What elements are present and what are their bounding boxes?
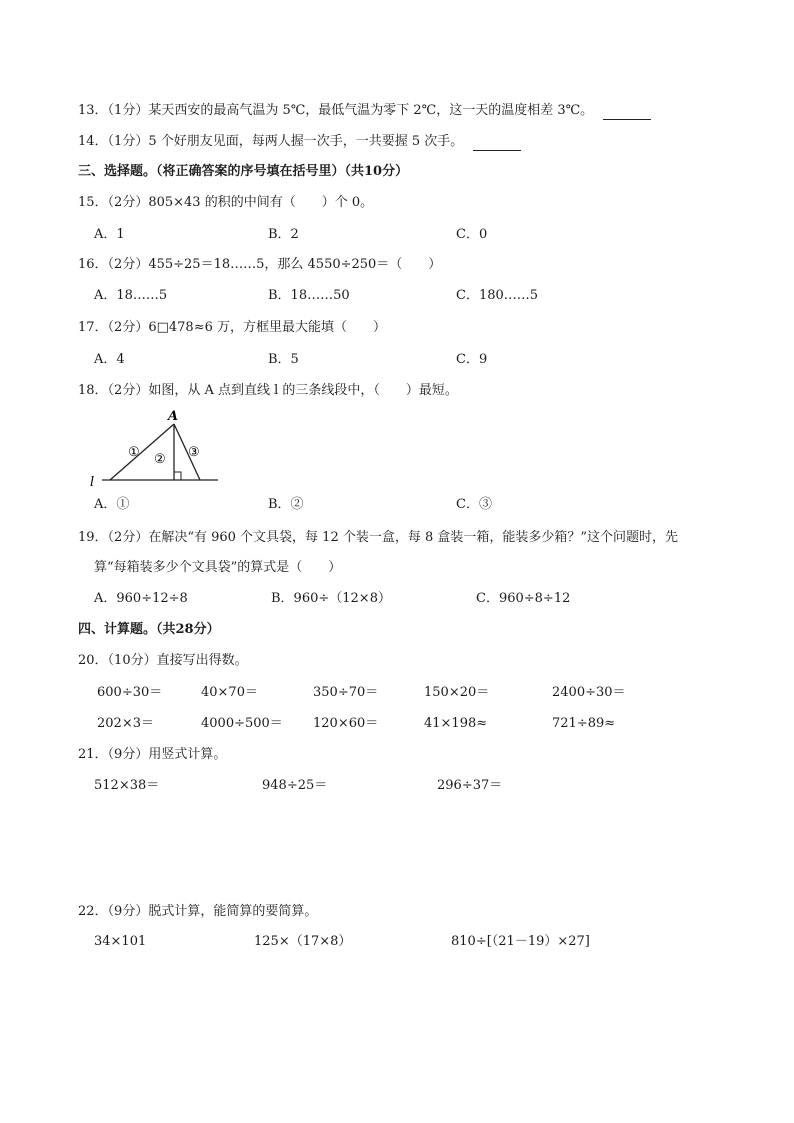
question-number: 17．（2分）: [78, 320, 149, 335]
option-b[interactable]: B．18……50: [268, 288, 350, 303]
step-calc-item: 125×（17×8）: [254, 934, 352, 949]
question-text: 如图，从 A 点到直线 l 的三条线段中，（ ）最短。: [148, 383, 458, 398]
answer-blank[interactable]: [603, 105, 651, 120]
question-text: 某天西安的最高气温为 5℃，最低气温为零下 2℃，这一天的温度相差 3℃。: [148, 103, 594, 118]
oral-calc-item: 120×60＝: [313, 716, 379, 731]
geometry-figure: [88, 408, 223, 490]
section-heading-calculation: 四、计算题。（共28分）: [78, 622, 220, 637]
option-a[interactable]: A．4: [94, 352, 125, 367]
vertical-calc-item: 948÷25＝: [262, 778, 328, 793]
question-number: 14．（1分）: [78, 134, 149, 149]
step-calc-item: 34×101: [94, 934, 147, 949]
segment-label-2: ②: [154, 452, 166, 467]
option-c[interactable]: C．9: [456, 352, 488, 367]
question-text: 5 个好朋友见面，每两人握一次手，一共要握 5 次手。: [148, 134, 464, 149]
oral-calc-item: 2400÷30＝: [552, 685, 626, 700]
option-a[interactable]: A．960÷12÷8: [94, 591, 188, 606]
oral-calc-item: 4000÷500＝: [201, 716, 283, 731]
question-text: 脱式计算，能简算的要简算。: [148, 904, 318, 919]
right-angle-mark: [174, 472, 181, 480]
answer-blank[interactable]: [473, 136, 521, 151]
question-22: [78, 903, 317, 921]
question-14: [78, 133, 521, 151]
question-number: 19．（2分）: [78, 530, 149, 545]
oral-calc-item: 721÷89≈: [552, 716, 616, 731]
question-number: 16．（2分）: [78, 257, 149, 272]
option-b[interactable]: B．5: [268, 352, 299, 367]
question-19: [78, 529, 678, 547]
question-text: 在解决“有 960 个文具袋，每 12 个装一盒，每 8 盒装一箱，能装多少箱？”这个问题时，先: [148, 530, 679, 545]
question-number: 13．（1分）: [78, 103, 149, 118]
option-a[interactable]: A．1: [94, 227, 125, 242]
vertical-calc-item: 512×38＝: [94, 778, 160, 793]
segment-label-1: ①: [128, 445, 140, 460]
oral-calc-item: 600÷30＝: [97, 685, 163, 700]
question-19-continued: 算“每箱装多少个文具袋”的算式是（ ）: [94, 560, 342, 575]
option-a[interactable]: A．18……5: [94, 288, 168, 303]
question-number: 20．（10分）: [78, 653, 157, 668]
option-b[interactable]: B．960÷（12×8）: [271, 591, 391, 606]
question-13: [78, 102, 651, 120]
question-text: 直接写出得数。: [156, 653, 248, 668]
option-b[interactable]: B．2: [268, 227, 299, 242]
point-label-a: A: [168, 409, 179, 424]
section-heading-choice: 三、选择题。（将正确答案的序号填在括号里）（共10分）: [78, 164, 409, 179]
question-text: 805×43 的积的中间有（ ）个 0。: [148, 195, 374, 210]
question-21: [78, 746, 226, 764]
question-15: [78, 194, 373, 212]
option-b[interactable]: B．②: [268, 497, 304, 512]
question-17: [78, 319, 386, 337]
oral-calc-item: 150×20＝: [424, 685, 490, 700]
option-c[interactable]: C．180……5: [456, 288, 539, 303]
question-number: 21．（9分）: [78, 747, 149, 762]
question-20: [78, 652, 248, 670]
option-c[interactable]: C．③: [456, 497, 492, 512]
line-label-l: l: [90, 475, 95, 490]
oral-calc-item: 40×70＝: [201, 685, 258, 700]
oral-calc-item: 350÷70＝: [313, 685, 379, 700]
question-18: [78, 382, 458, 400]
question-text: 用竖式计算。: [148, 747, 227, 762]
question-number: 15．（2分）: [78, 195, 149, 210]
question-number: 22．（9分）: [78, 904, 149, 919]
question-number: 18．（2分）: [78, 383, 149, 398]
question-text: 6□478≈6 万，方框里最大能填（ ）: [148, 320, 386, 335]
segment-label-3: ③: [188, 445, 200, 460]
question-16: [78, 256, 441, 274]
option-a[interactable]: A．①: [94, 497, 130, 512]
vertical-calc-item: 296÷37＝: [437, 778, 503, 793]
oral-calc-item: 202×3＝: [97, 716, 154, 731]
question-text: 455÷25＝18……5，那么 4550÷250＝（ ）: [148, 257, 442, 272]
oral-calc-item: 41×198≈: [424, 716, 488, 731]
step-calc-item: 810÷[（21－19）×27]: [451, 934, 590, 949]
option-c[interactable]: C．0: [456, 227, 488, 242]
option-c[interactable]: C．960÷8÷12: [476, 591, 571, 606]
